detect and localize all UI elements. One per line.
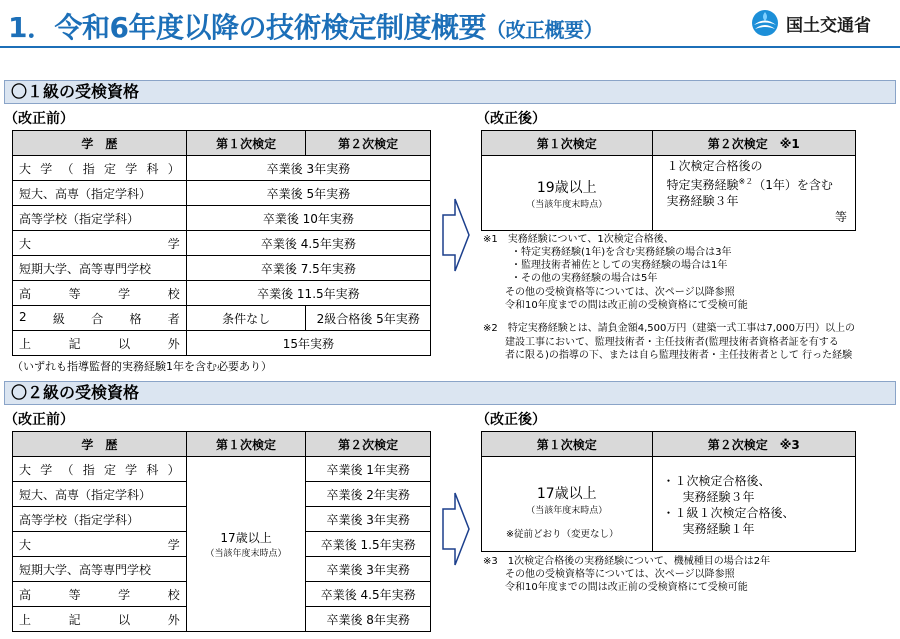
education-label [13, 536, 186, 553]
education-char: 学 [167, 537, 180, 552]
education-label [13, 586, 186, 603]
section2-heading: 〇２級の受検資格 [4, 381, 896, 405]
note-line: 建設工事において、監理技術者・主任技術者(監理技術者資格者証を有する [505, 337, 839, 348]
education-cell: 高等学校（指定学科） [13, 507, 187, 532]
education-char: 記 [68, 612, 81, 627]
education-char: 外 [167, 336, 180, 351]
education-char: 校 [167, 587, 180, 602]
requirement-cell: 15年実務 [186, 331, 430, 356]
note-line: ・その他の実務経験の場合は5年 [511, 273, 658, 284]
education-char: 記 [68, 336, 81, 351]
education-label [13, 310, 186, 327]
second-exam-cell: 2級合格後 5年実務 [306, 306, 431, 331]
table-row [13, 231, 431, 256]
education-char: 科 [146, 161, 159, 176]
note-line: ※3 1次検定合格後の実務経験について、機械種目の場合は2年 [483, 556, 771, 567]
table-header-row [482, 131, 856, 156]
education-cell [13, 331, 187, 356]
note-line: ※1 実務経験について、1次検定合格後、 [483, 234, 674, 245]
table-row [482, 156, 856, 231]
education-char: 合 [91, 311, 104, 326]
table-row [13, 206, 431, 231]
age-requirement: 17歳以上 [536, 486, 597, 502]
education-char: 2 [19, 309, 27, 324]
education-label [13, 160, 186, 177]
education-char: 以 [118, 336, 131, 351]
mlit-emblem-icon [750, 8, 780, 38]
requirement-cell: 卒業後 7.5年実務 [186, 256, 430, 281]
table-row [482, 457, 856, 552]
requirement-line: 実務経験３年 [682, 490, 755, 504]
education-char: ） [167, 462, 180, 477]
header-education: 学 歴 [13, 131, 187, 156]
education-char: 指 [82, 462, 95, 477]
education-label [13, 285, 186, 302]
education-cell [13, 306, 187, 331]
education-char: 外 [167, 612, 180, 627]
education-char: 定 [103, 462, 116, 477]
requirement-tail: 等 [834, 210, 847, 224]
note-line: その他の受検資格等については、次ページ以降参照 [505, 569, 735, 580]
education-char: 上 [19, 336, 32, 351]
education-char: 学 [125, 161, 138, 176]
first-exam-cell: 条件なし [186, 306, 306, 331]
requirement-cell: 卒業後 4.5年実務 [186, 231, 430, 256]
header-second-exam: 第２次検定 [306, 432, 431, 457]
second-exam-cell: 卒業後 1年実務 [306, 457, 431, 482]
education-cell [13, 607, 187, 632]
requirement-cell: 卒業後 5年実務 [186, 181, 430, 206]
table-row [13, 181, 431, 206]
requirement-line: 実務経験３年 [666, 194, 739, 208]
header-second-exam: 第２次検定 ※1 [652, 131, 856, 156]
education-char: 学 [125, 462, 138, 477]
table-row [13, 281, 431, 306]
header-first-exam: 第１次検定 [186, 432, 306, 457]
second-exam-cell: 卒業後 2年実務 [306, 482, 431, 507]
second-exam-cell: 卒業後 8年実務 [306, 607, 431, 632]
education-char: 大 [19, 161, 32, 176]
education-cell [13, 231, 187, 256]
education-char: 科 [146, 462, 159, 477]
education-char: （ [61, 462, 74, 477]
header-first-exam: 第１次検定 [482, 432, 653, 457]
education-char: （ [61, 161, 74, 176]
section2-after-label: （改正後） [476, 412, 546, 428]
age-basis: （当該年度末時点） [205, 549, 287, 559]
page-title [8, 6, 603, 46]
requirement-cell: 卒業後 3年実務 [186, 156, 430, 181]
education-cell [13, 156, 187, 181]
education-char: 等 [68, 587, 81, 602]
mlit-logo [750, 6, 890, 40]
education-char: 大 [19, 236, 32, 251]
education-cell: 短期大学、高等専門学校 [13, 557, 187, 582]
age-basis: （当該年度末時点） [526, 506, 608, 516]
page-title-main: 1．令和6年度以降の技術検定制度概要 [8, 11, 486, 44]
after-first-exam-cell [482, 457, 653, 552]
requirement-line: ・１次検定合格後、 [662, 474, 771, 488]
education-char: 大 [19, 537, 32, 552]
arrow-right-icon [441, 195, 471, 275]
education-cell [13, 457, 187, 482]
education-label [13, 461, 186, 478]
second-exam-cell: 卒業後 3年実務 [306, 507, 431, 532]
education-char: 定 [104, 161, 117, 176]
header-education: 学 歴 [13, 432, 187, 457]
age-requirement: 19歳以上 [536, 179, 597, 196]
arrow-right-icon [441, 489, 471, 569]
second-exam-cell: 卒業後 4.5年実務 [306, 582, 431, 607]
education-label [13, 611, 186, 628]
note-line: その他の受検資格等については、次ページ以降参照 [505, 287, 735, 298]
note-line: 令和10年度までの間は改正前の受検資格にて受検可能 [505, 582, 748, 593]
education-cell: 短大、高専（指定学科） [13, 181, 187, 206]
note-line: ・特定実務経験(1年)を含む実務経験の場合は3年 [511, 247, 732, 258]
age-requirement: 17歳以上 [220, 531, 272, 545]
requirement-line: １次検定合格後の [666, 159, 763, 173]
education-cell [13, 582, 187, 607]
education-char: 学 [118, 587, 131, 602]
header-first-exam: 第１次検定 [482, 131, 653, 156]
education-cell [13, 281, 187, 306]
note-line: 者に限る)の指導の下、または自ら監理技術者・主任技術者として 行った経験 [505, 350, 853, 361]
section1-after-table [481, 130, 856, 231]
age-basis: （当該年度末時点） [526, 199, 608, 210]
education-char: 以 [118, 612, 131, 627]
section1-heading: 〇１級の受検資格 [4, 80, 896, 104]
education-label [13, 335, 186, 352]
education-char: 高 [19, 286, 32, 301]
education-cell: 高等学校（指定学科） [13, 206, 187, 231]
education-char: 学 [40, 161, 53, 176]
after-second-exam-cell [652, 457, 855, 552]
section1-before-footnote: （いずれも指導監督的実務経験1年を含む必要あり） [12, 360, 272, 373]
section1-before-label: （改正前） [4, 111, 74, 127]
note-line: 令和10年度までの間は改正前の受検資格にて受検可能 [505, 300, 748, 311]
section2-before-table [12, 431, 431, 632]
mlit-name: 国土交通省 [786, 15, 871, 36]
title-divider [0, 46, 900, 48]
second-exam-cell: 卒業後 1.5年実務 [306, 532, 431, 557]
education-char: 学 [40, 462, 53, 477]
section1-before-table [12, 130, 431, 356]
first-exam-cell [186, 457, 306, 632]
note-line: ※2 特定実務経験とは、請負金額4,500万円（建築一式工事は7,000万円）以上の [483, 323, 855, 334]
table-row [13, 256, 431, 281]
education-cell: 短大、高専（指定学科） [13, 482, 187, 507]
education-cell: 短期大学、高等専門学校 [13, 256, 187, 281]
education-char: 大 [19, 462, 32, 477]
section2-after-table [481, 431, 856, 552]
education-char: 高 [19, 587, 32, 602]
table-row [13, 331, 431, 356]
header-second-exam: 第２次検定 ※3 [652, 432, 855, 457]
education-char: 上 [19, 612, 32, 627]
education-char: 者 [167, 311, 180, 326]
second-exam-cell: 卒業後 3年実務 [306, 557, 431, 582]
after-second-exam-cell [652, 156, 856, 231]
header-second-exam: 第２次検定 [306, 131, 431, 156]
education-char: 等 [68, 286, 81, 301]
table-row [13, 306, 431, 331]
table-header-row [13, 131, 431, 156]
table-row [13, 156, 431, 181]
header-first-exam: 第１次検定 [186, 131, 306, 156]
unchanged-note: ※従前どおり（変更なし） [506, 529, 619, 540]
education-char: 学 [167, 236, 180, 251]
requirement-cell: 卒業後 10年実務 [186, 206, 430, 231]
education-char: 校 [167, 286, 180, 301]
education-char: 学 [118, 286, 131, 301]
education-char: ） [167, 161, 180, 176]
page-title-sub: （改正概要） [485, 18, 603, 42]
education-char: 格 [129, 311, 142, 326]
education-label [13, 235, 186, 252]
table-header-row [13, 432, 431, 457]
section2-before-label: （改正前） [4, 412, 74, 428]
education-cell [13, 532, 187, 557]
education-char: 指 [82, 161, 95, 176]
table-row [13, 457, 431, 482]
requirement-line: 実務経験１年 [682, 522, 755, 536]
table-header-row [482, 432, 856, 457]
section1-after-label: （改正後） [476, 111, 546, 127]
requirement-cell: 卒業後 11.5年実務 [186, 281, 430, 306]
after-first-exam-cell [482, 156, 653, 231]
requirement-line: ・１級１次検定合格後、 [662, 506, 795, 520]
requirement-line: 特定実務経験$^{※2}$（1年）を含む [666, 177, 833, 192]
note-line: ・監理技術者補佐としての実務経験の場合は1年 [511, 260, 728, 271]
education-char: 級 [52, 311, 65, 326]
